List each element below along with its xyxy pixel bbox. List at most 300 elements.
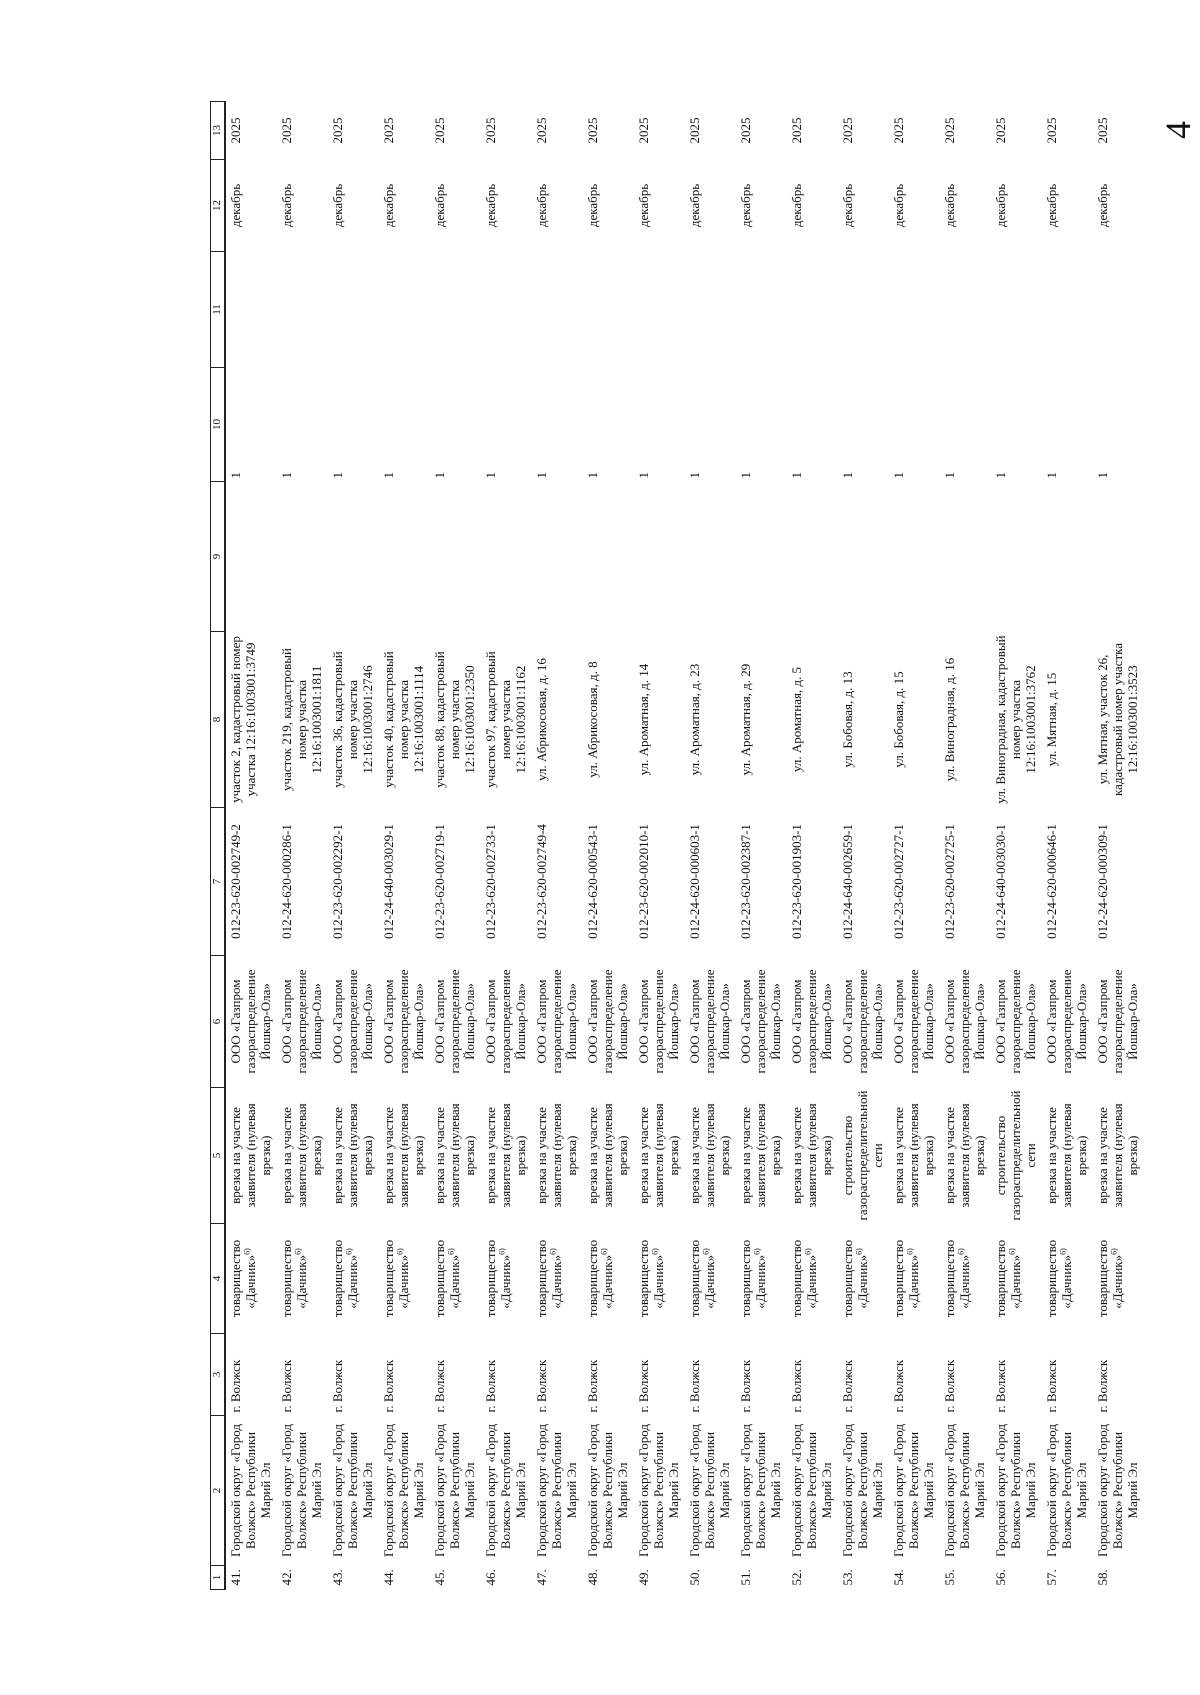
year-cell (838, 102, 889, 160)
city-cell (225, 1334, 277, 1416)
address-cell-text: ул. Виноградная, кадастровый номер участка 12:16:1003001:3762 (993, 635, 1038, 804)
city-cell (889, 1334, 940, 1416)
empty-cell-11 (481, 252, 532, 368)
empty-cell-9 (685, 482, 736, 632)
work-type-cell-text: врезка на участке заявителя (нулевая врезка) (789, 1103, 834, 1208)
year-cell-text: 2025 (585, 117, 600, 144)
city-cell (481, 1334, 532, 1416)
month-cell-text: декабрь (279, 183, 294, 228)
work-type-cell-text: врезка на участке заявителя (нулевая врезка) (942, 1103, 987, 1208)
rotated-table-container (210, 102, 1200, 1590)
work-type-cell-text: врезка на участке заявителя (нулевая врезка) (279, 1103, 324, 1208)
month-cell (481, 160, 532, 252)
year-cell (736, 102, 787, 160)
year-cell-text: 2025 (1044, 117, 1059, 144)
city-cell (685, 1334, 736, 1416)
address-cell (991, 632, 1042, 808)
column-header-11: 11 (211, 252, 226, 368)
year-cell (991, 102, 1042, 160)
organization-cell-text: ООО «Газпром газораспределение Йошкар-Ола» (789, 969, 834, 1074)
work-type-cell (634, 1088, 685, 1224)
address-cell-text: ул. Бобовая, д. 13 (840, 671, 855, 768)
quantity-cell-text: 1 (636, 472, 651, 479)
row-number (940, 1566, 991, 1590)
table-row (481, 102, 532, 1590)
month-cell-text: декабрь (585, 183, 600, 228)
city-cell (277, 1334, 328, 1416)
row-number (1042, 1566, 1093, 1590)
empty-cell-11 (583, 252, 634, 368)
quantity-cell (685, 368, 736, 482)
table-row (685, 102, 736, 1590)
row-number (430, 1566, 481, 1590)
table-body (225, 102, 1144, 1590)
applicant-cell-text: товарищество «Дачник» (432, 1239, 462, 1318)
row-number-text: 48. (585, 1569, 600, 1586)
row-number-text: 56. (993, 1569, 1008, 1586)
address-cell-text: участок 36, кадастровый номер участка 12:16:1003001:2746 (330, 651, 375, 788)
address-cell-text: ул. Ароматная, д. 5 (789, 666, 804, 773)
application-code-cell-text: 012-24-620-000286-1 (279, 824, 294, 939)
address-cell-text: участок 88, кадастровый номер участка 12:16:1003001:2350 (432, 651, 477, 788)
application-code-cell (328, 808, 379, 956)
district-cell-text: Городской округ «Город Волжск» Республики Марий Эл (738, 1423, 783, 1558)
work-type-cell (1093, 1088, 1144, 1224)
year-cell-text: 2025 (534, 117, 549, 144)
applicant-cell (277, 1224, 328, 1334)
organization-cell-text: ООО «Газпром газораспределение Йошкар-Ола» (891, 969, 936, 1074)
month-cell (225, 160, 277, 252)
footnote-mark: 6) (599, 1248, 609, 1255)
year-cell-text: 2025 (330, 117, 345, 144)
year-cell-text: 2025 (483, 117, 498, 144)
quantity-cell (481, 368, 532, 482)
year-cell (379, 102, 430, 160)
district-cell-text: Городской округ «Город Волжск» Республики Марий Эл (789, 1423, 834, 1558)
month-cell (379, 160, 430, 252)
organization-cell-text: ООО «Газпром газораспределение Йошкар-Ола» (687, 969, 732, 1074)
row-number-text: 51. (738, 1569, 753, 1586)
applicant-cell (583, 1224, 634, 1334)
year-cell (328, 102, 379, 160)
footnote-mark: 6) (242, 1248, 252, 1255)
footnote-mark: 6) (548, 1248, 558, 1255)
work-type-cell-text: врезка на участке заявителя (нулевая врезка) (636, 1103, 681, 1208)
city-cell (787, 1334, 838, 1416)
quantity-cell (940, 368, 991, 482)
year-cell-text: 2025 (687, 117, 702, 144)
quantity-cell-text: 1 (738, 472, 753, 479)
row-number-text: 50. (687, 1569, 702, 1586)
application-code-cell-text: 012-23-620-002733-1 (483, 824, 498, 939)
row-number (328, 1566, 379, 1590)
month-cell (328, 160, 379, 252)
quantity-cell-text: 1 (279, 472, 294, 479)
quantity-cell (379, 368, 430, 482)
work-type-cell (889, 1088, 940, 1224)
footnote-mark: 6) (344, 1248, 354, 1255)
district-cell-text: Городской округ «Город Волжск» Республики Марий Эл (840, 1423, 885, 1558)
address-cell-text: участок 219, кадастровый номер участка 12:16:1003001:1811 (279, 648, 324, 791)
application-code-cell (787, 808, 838, 956)
empty-cell-9 (277, 482, 328, 632)
empty-cell-9 (379, 482, 430, 632)
row-number (736, 1566, 787, 1590)
work-type-cell (328, 1088, 379, 1224)
empty-cell-9 (1093, 482, 1144, 632)
application-code-cell-text: 012-23-620-002719-1 (432, 824, 447, 939)
quantity-cell (991, 368, 1042, 482)
quantity-cell (583, 368, 634, 482)
row-number (991, 1566, 1042, 1590)
organization-cell-text: ООО «Газпром газораспределение Йошкар-Ола» (1095, 969, 1140, 1074)
district-cell-text: Городской округ «Город Волжск» Республики Марий Эл (381, 1423, 426, 1558)
quantity-cell (634, 368, 685, 482)
month-cell (991, 160, 1042, 252)
row-number-text: 42. (279, 1569, 294, 1586)
empty-cell-9 (940, 482, 991, 632)
application-code-cell (225, 808, 277, 956)
address-cell-text: ул. Ароматная, д. 23 (687, 663, 702, 776)
city-cell (430, 1334, 481, 1416)
work-type-cell (991, 1088, 1042, 1224)
work-type-cell-text: врезка на участке заявителя (нулевая врезка) (330, 1103, 375, 1208)
quantity-cell (838, 368, 889, 482)
application-code-cell-text: 012-24-620-000543-1 (585, 824, 600, 939)
applicant-cell-text: товарищество «Дачник» (891, 1239, 921, 1318)
empty-cell-11 (736, 252, 787, 368)
column-header-12: 12 (211, 160, 226, 252)
year-cell (430, 102, 481, 160)
register-table (210, 101, 1144, 1590)
application-code-cell-text: 012-24-620-000603-1 (687, 824, 702, 939)
quantity-cell (1093, 368, 1144, 482)
organization-cell (532, 956, 583, 1088)
row-number-text: 53. (840, 1569, 855, 1586)
row-number (379, 1566, 430, 1590)
month-cell-text: декабрь (1095, 183, 1110, 228)
organization-cell (889, 956, 940, 1088)
district-cell-text: Городской округ «Город Волжск» Республики Марий Эл (636, 1423, 681, 1558)
footnote-mark: 6) (1007, 1248, 1017, 1255)
district-cell (1093, 1416, 1144, 1566)
year-cell-text: 2025 (789, 117, 804, 144)
city-cell (940, 1334, 991, 1416)
district-cell-text: Городской округ «Город Волжск» Республики Марий Эл (942, 1423, 987, 1558)
district-cell-text: Городской округ «Город Волжск» Республики Марий Эл (687, 1423, 732, 1558)
year-cell-text: 2025 (228, 117, 243, 144)
footnote-mark: 6) (752, 1248, 762, 1255)
application-code-cell-text: 012-23-620-002387-1 (738, 824, 753, 939)
month-cell (787, 160, 838, 252)
organization-cell-text: ООО «Газпром газораспределение Йошкар-Ола» (432, 969, 477, 1074)
column-header-13: 13 (211, 102, 226, 160)
empty-cell-9 (430, 482, 481, 632)
column-header-8: 8 (211, 632, 226, 808)
work-type-cell (277, 1088, 328, 1224)
year-cell (225, 102, 277, 160)
empty-cell-9 (787, 482, 838, 632)
work-type-cell (685, 1088, 736, 1224)
table-row (634, 102, 685, 1590)
application-code-cell-text: 012-23-620-002749-2 (228, 824, 243, 939)
quantity-cell-text: 1 (381, 472, 396, 479)
district-cell (991, 1416, 1042, 1566)
district-cell (736, 1416, 787, 1566)
application-code-cell-text: 012-23-620-001903-1 (789, 824, 804, 939)
work-type-cell-text: строительство газораспределительной сети (840, 1090, 885, 1221)
table-row (328, 102, 379, 1590)
application-code-cell-text: 012-24-640-003029-1 (381, 824, 396, 939)
city-cell-text: г. Волжск (483, 1359, 498, 1413)
work-type-cell (225, 1088, 277, 1224)
organization-cell-text: ООО «Газпром газораспределение Йошкар-Ола» (381, 969, 426, 1074)
work-type-cell (787, 1088, 838, 1224)
table-row (225, 102, 277, 1590)
organization-cell (940, 956, 991, 1088)
district-cell-text: Городской округ «Город Волжск» Республики Марий Эл (432, 1423, 477, 1558)
application-code-cell (940, 808, 991, 956)
work-type-cell-text: врезка на участке заявителя (нулевая врезка) (891, 1103, 936, 1208)
district-cell (1042, 1416, 1093, 1566)
address-cell (277, 632, 328, 808)
quantity-cell (532, 368, 583, 482)
address-cell (430, 632, 481, 808)
row-number (685, 1566, 736, 1590)
city-cell-text: г. Волжск (687, 1359, 702, 1413)
quantity-cell (889, 368, 940, 482)
address-cell-text: ул. Абрикосовая, д. 8 (585, 661, 600, 778)
organization-cell (430, 956, 481, 1088)
address-cell (685, 632, 736, 808)
city-cell (736, 1334, 787, 1416)
address-cell (634, 632, 685, 808)
month-cell-text: декабрь (381, 183, 396, 228)
address-cell (583, 632, 634, 808)
work-type-cell-text: врезка на участке заявителя (нулевая врезка) (687, 1103, 732, 1208)
applicant-cell (1042, 1224, 1093, 1334)
empty-cell-11 (225, 252, 277, 368)
year-cell-text: 2025 (381, 117, 396, 144)
organization-cell-text: ООО «Газпром газораспределение Йошкар-Ола» (279, 969, 324, 1074)
footnote-mark: 6) (650, 1248, 660, 1255)
month-cell (736, 160, 787, 252)
city-cell-text: г. Волжск (942, 1359, 957, 1413)
organization-cell-text: ООО «Газпром газораспределение Йошкар-Ола» (840, 969, 885, 1074)
row-number-text: 41. (228, 1569, 243, 1586)
work-type-cell (379, 1088, 430, 1224)
city-cell-text: г. Волжск (279, 1359, 294, 1413)
district-cell (889, 1416, 940, 1566)
applicant-cell-text: товарищество «Дачник» (993, 1239, 1023, 1318)
city-cell (532, 1334, 583, 1416)
district-cell (430, 1416, 481, 1566)
row-number (532, 1566, 583, 1590)
quantity-cell-text: 1 (891, 472, 906, 479)
applicant-cell (328, 1224, 379, 1334)
table-row (583, 102, 634, 1590)
month-cell (634, 160, 685, 252)
address-cell-text: ул. Мятная, участок 26, кадастровый номер участка 12:16:1003001:3523 (1095, 642, 1140, 797)
footnote-mark: 6) (905, 1248, 915, 1255)
city-cell (379, 1334, 430, 1416)
address-cell-text: участок 2, кадастровый номер участка 12:16:1003001:3749 (228, 636, 258, 803)
district-cell (481, 1416, 532, 1566)
column-header-2: 2 (211, 1416, 226, 1566)
footnote-mark: 6) (701, 1248, 711, 1255)
month-cell (532, 160, 583, 252)
organization-cell (583, 956, 634, 1088)
organization-cell-text: ООО «Газпром газораспределение Йошкар-Ола» (738, 969, 783, 1074)
address-cell (532, 632, 583, 808)
city-cell (328, 1334, 379, 1416)
application-code-cell-text: 012-24-640-003030-1 (993, 824, 1008, 939)
work-type-cell-text: врезка на участке заявителя (нулевая врезка) (1095, 1103, 1140, 1208)
applicant-cell-text: товарищество «Дачник» (483, 1239, 513, 1318)
quantity-cell-text: 1 (1044, 472, 1059, 479)
month-cell (1093, 160, 1144, 252)
column-header-3: 3 (211, 1334, 226, 1416)
year-cell-text: 2025 (942, 117, 957, 144)
application-code-cell-text: 012-23-620-002725-1 (942, 824, 957, 939)
empty-cell-11 (1042, 252, 1093, 368)
year-cell (583, 102, 634, 160)
empty-cell-11 (1093, 252, 1144, 368)
empty-cell-11 (685, 252, 736, 368)
district-cell (583, 1416, 634, 1566)
row-number (787, 1566, 838, 1590)
applicant-cell (1093, 1224, 1144, 1334)
page-number: 4 (1158, 121, 1198, 139)
year-cell (787, 102, 838, 160)
row-number-text: 46. (483, 1569, 498, 1586)
address-cell (481, 632, 532, 808)
month-cell-text: декабрь (891, 183, 906, 228)
row-number-text: 49. (636, 1569, 651, 1586)
city-cell-text: г. Волжск (1044, 1359, 1059, 1413)
quantity-cell-text: 1 (585, 472, 600, 479)
month-cell (838, 160, 889, 252)
application-code-cell (634, 808, 685, 956)
column-header-7: 7 (211, 808, 226, 956)
address-cell-text: ул. Бобовая, д. 15 (891, 671, 906, 768)
footnote-mark: 6) (446, 1248, 456, 1255)
district-cell-text: Городской округ «Город Волжск» Республики Марий Эл (279, 1423, 324, 1558)
row-number (277, 1566, 328, 1590)
year-cell-text: 2025 (636, 117, 651, 144)
application-code-cell (889, 808, 940, 956)
applicant-cell-text: товарищество «Дачник» (228, 1239, 258, 1318)
district-cell (787, 1416, 838, 1566)
applicant-cell-text: товарищество «Дачник» (279, 1239, 309, 1318)
row-number (889, 1566, 940, 1590)
organization-cell-text: ООО «Газпром газораспределение Йошкар-Ола» (993, 969, 1038, 1074)
district-cell (838, 1416, 889, 1566)
year-cell-text: 2025 (891, 117, 906, 144)
table-row (277, 102, 328, 1590)
address-cell-text: ул. Мятная, д. 15 (1044, 672, 1059, 767)
application-code-cell (736, 808, 787, 956)
organization-cell (481, 956, 532, 1088)
footnote-mark: 6) (1109, 1248, 1119, 1255)
row-number (634, 1566, 685, 1590)
work-type-cell (481, 1088, 532, 1224)
district-cell-text: Городской округ «Город Волжск» Республики Марий Эл (330, 1423, 375, 1558)
month-cell-text: декабрь (789, 183, 804, 228)
empty-cell-11 (379, 252, 430, 368)
table-row (1093, 102, 1144, 1590)
application-code-cell (277, 808, 328, 956)
district-cell-text: Городской округ «Город Волжск» Республики Марий Эл (585, 1423, 630, 1558)
applicant-cell (991, 1224, 1042, 1334)
applicant-cell (838, 1224, 889, 1334)
address-cell-text: участок 97, кадастровый номер участка 12:16:1003001:1162 (483, 651, 528, 788)
empty-cell-11 (940, 252, 991, 368)
month-cell-text: декабрь (1044, 183, 1059, 228)
quantity-cell-text: 1 (789, 472, 804, 479)
table-row (736, 102, 787, 1590)
row-number (838, 1566, 889, 1590)
applicant-cell (889, 1224, 940, 1334)
empty-cell-9 (1042, 482, 1093, 632)
table-row (889, 102, 940, 1590)
table-row (838, 102, 889, 1590)
column-header-1: 1 (211, 1566, 226, 1590)
applicant-cell-text: товарищество «Дачник» (1044, 1239, 1074, 1318)
table-row (379, 102, 430, 1590)
column-header-9: 9 (211, 482, 226, 632)
work-type-cell-text: врезка на участке заявителя (нулевая врезка) (228, 1103, 273, 1208)
quantity-cell (1042, 368, 1093, 482)
empty-cell-9 (481, 482, 532, 632)
footnote-mark: 6) (293, 1248, 303, 1255)
applicant-cell-text: товарищество «Дачник» (330, 1239, 360, 1318)
organization-cell (1093, 956, 1144, 1088)
applicant-cell-text: товарищество «Дачник» (687, 1239, 717, 1318)
application-code-cell (481, 808, 532, 956)
work-type-cell-text: врезка на участке заявителя (нулевая врезка) (1044, 1103, 1089, 1208)
city-cell-text: г. Волжск (432, 1359, 447, 1413)
district-cell (634, 1416, 685, 1566)
footnote-mark: 6) (956, 1248, 966, 1255)
organization-cell-text: ООО «Газпром газораспределение Йошкар-Ола» (330, 969, 375, 1074)
city-cell-text: г. Волжск (330, 1359, 345, 1413)
empty-cell-11 (430, 252, 481, 368)
organization-cell (379, 956, 430, 1088)
district-cell-text: Городской округ «Город Волжск» Республики Марий Эл (534, 1423, 579, 1558)
month-cell (583, 160, 634, 252)
month-cell (1042, 160, 1093, 252)
year-cell-text: 2025 (993, 117, 1008, 144)
applicant-cell (481, 1224, 532, 1334)
year-cell-text: 2025 (840, 117, 855, 144)
empty-cell-9 (889, 482, 940, 632)
organization-cell (736, 956, 787, 1088)
column-header-10: 10 (211, 368, 226, 482)
city-cell (634, 1334, 685, 1416)
application-code-cell-text: 012-23-620-002292-1 (330, 824, 345, 939)
row-number-text: 55. (942, 1569, 957, 1586)
empty-cell-11 (838, 252, 889, 368)
month-cell-text: декабрь (228, 183, 243, 228)
row-number-text: 47. (534, 1569, 549, 1586)
district-cell-text: Городской округ «Город Волжск» Республики Марий Эл (891, 1423, 936, 1558)
district-cell-text: Городской округ «Город Волжск» Республики Марий Эл (1095, 1423, 1140, 1558)
applicant-cell-text: товарищество «Дачник» (585, 1239, 615, 1318)
month-cell-text: декабрь (534, 183, 549, 228)
quantity-cell-text: 1 (534, 472, 549, 479)
empty-cell-11 (328, 252, 379, 368)
